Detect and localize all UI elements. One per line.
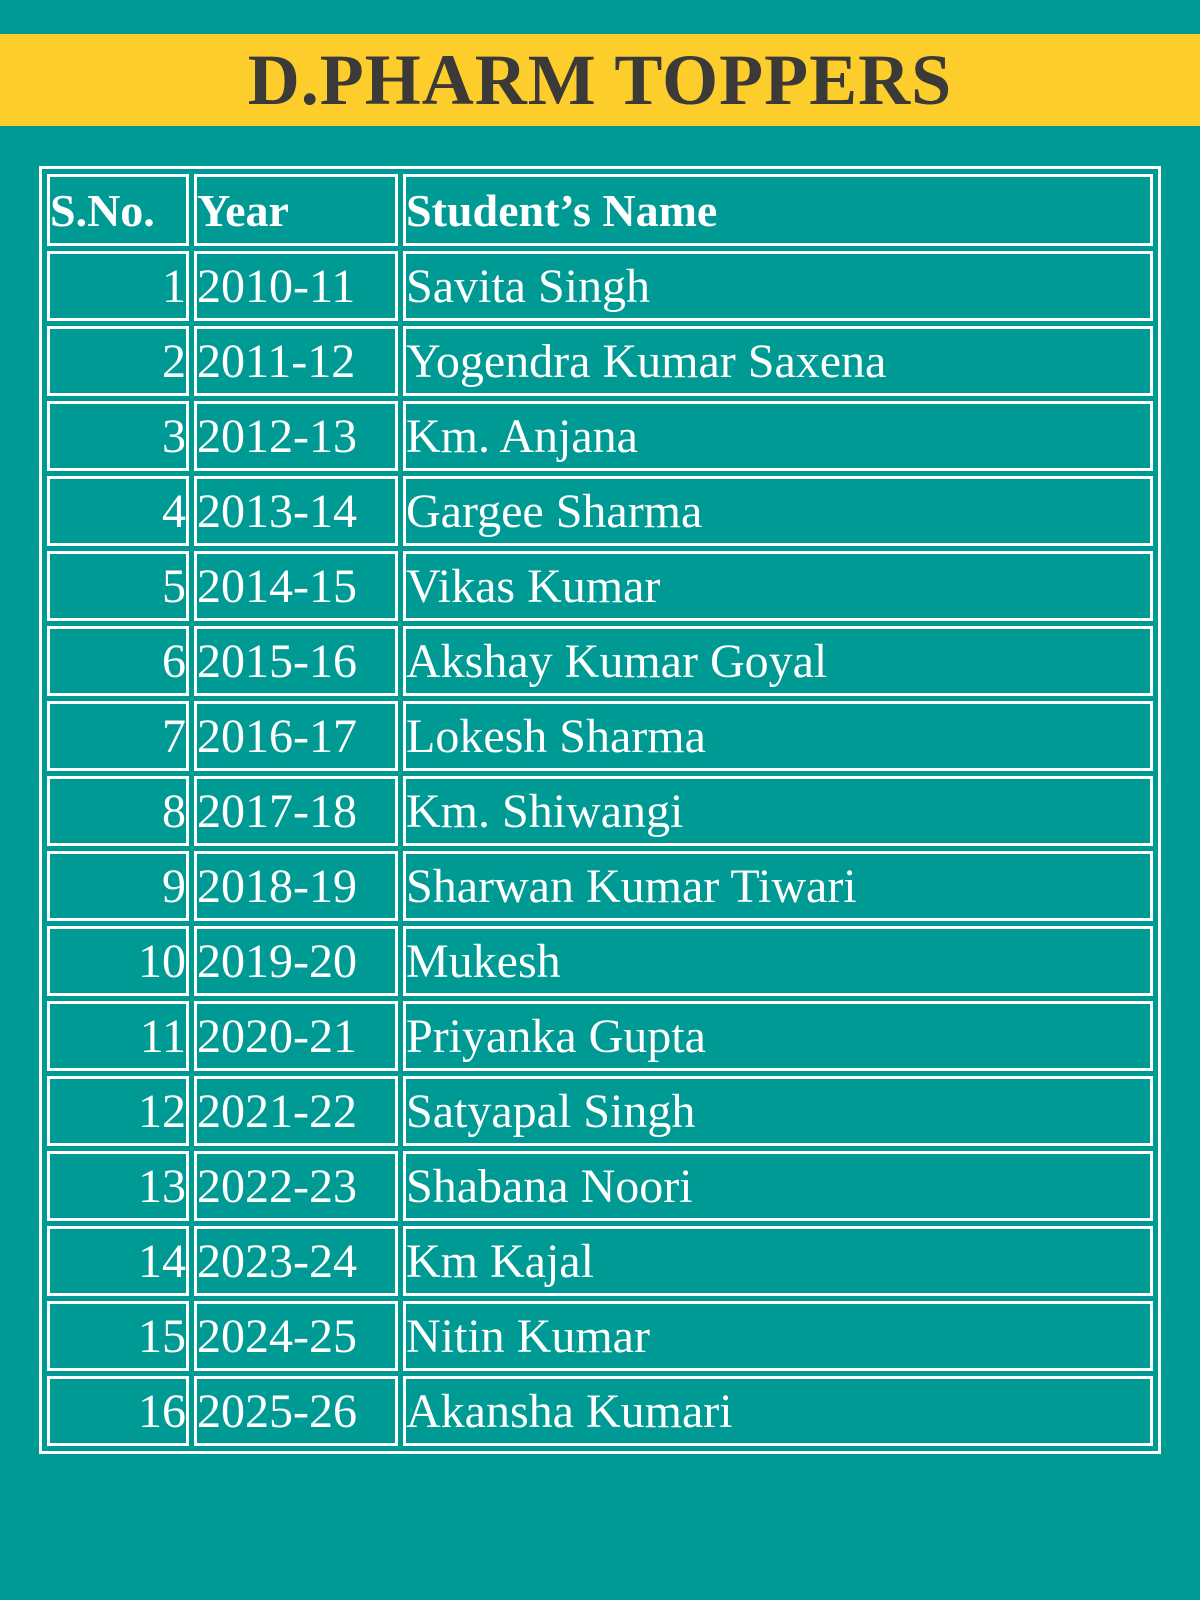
table-row xyxy=(47,1151,1153,1221)
row-student-name: Km. Anjana xyxy=(403,401,1153,471)
row-sno: 9 xyxy=(47,851,189,921)
row-student-name: Savita Singh xyxy=(403,251,1153,321)
row-student-name: Nitin Kumar xyxy=(403,1301,1153,1371)
table-row xyxy=(47,1076,1153,1146)
row-year: 2023-24 xyxy=(194,1226,398,1296)
table-row xyxy=(47,851,1153,921)
title-banner xyxy=(0,34,1200,126)
page-title: D.PHARM TOPPERS xyxy=(247,40,953,120)
row-student-name: Yogendra Kumar Saxena xyxy=(403,326,1153,396)
row-sno: 16 xyxy=(47,1376,189,1446)
header-sno: S.No. xyxy=(47,174,189,246)
row-sno: 8 xyxy=(47,776,189,846)
row-sno: 15 xyxy=(47,1301,189,1371)
table-row xyxy=(47,926,1153,996)
table-row xyxy=(47,1301,1153,1371)
table-row xyxy=(47,401,1153,471)
row-sno: 1 xyxy=(47,251,189,321)
table-row xyxy=(47,326,1153,396)
row-sno: 3 xyxy=(47,401,189,471)
row-sno: 14 xyxy=(47,1226,189,1296)
table-body xyxy=(47,251,1153,1446)
row-sno: 5 xyxy=(47,551,189,621)
row-student-name: Km. Shiwangi xyxy=(403,776,1153,846)
row-year: 2012-13 xyxy=(194,401,398,471)
row-student-name: Sharwan Kumar Tiwari xyxy=(403,851,1153,921)
row-sno: 6 xyxy=(47,626,189,696)
row-year: 2016-17 xyxy=(194,701,398,771)
row-year: 2015-16 xyxy=(194,626,398,696)
table-row xyxy=(47,626,1153,696)
table-row xyxy=(47,1001,1153,1071)
row-student-name: Shabana Noori xyxy=(403,1151,1153,1221)
row-year: 2014-15 xyxy=(194,551,398,621)
row-sno: 4 xyxy=(47,476,189,546)
row-student-name: Lokesh Sharma xyxy=(403,701,1153,771)
table-row xyxy=(47,251,1153,321)
row-year: 2020-21 xyxy=(194,1001,398,1071)
row-year: 2011-12 xyxy=(194,326,398,396)
table-row xyxy=(47,551,1153,621)
table-row xyxy=(47,1226,1153,1296)
row-year: 2018-19 xyxy=(194,851,398,921)
table-header-row xyxy=(47,174,1153,246)
row-student-name: Akshay Kumar Goyal xyxy=(403,626,1153,696)
row-year: 2019-20 xyxy=(194,926,398,996)
row-student-name: Mukesh xyxy=(403,926,1153,996)
row-sno: 2 xyxy=(47,326,189,396)
row-student-name: Km Kajal xyxy=(403,1226,1153,1296)
toppers-table xyxy=(39,166,1161,1454)
row-student-name: Akansha Kumari xyxy=(403,1376,1153,1446)
row-year: 2013-14 xyxy=(194,476,398,546)
header-student-name: Student’s Name xyxy=(403,174,1153,246)
table-row xyxy=(47,776,1153,846)
row-sno: 10 xyxy=(47,926,189,996)
row-sno: 13 xyxy=(47,1151,189,1221)
row-year: 2024-25 xyxy=(194,1301,398,1371)
row-year: 2025-26 xyxy=(194,1376,398,1446)
row-sno: 7 xyxy=(47,701,189,771)
row-student-name: Gargee Sharma xyxy=(403,476,1153,546)
table-row xyxy=(47,701,1153,771)
table-row xyxy=(47,476,1153,546)
row-student-name: Satyapal Singh xyxy=(403,1076,1153,1146)
row-student-name: Priyanka Gupta xyxy=(403,1001,1153,1071)
row-year: 2010-11 xyxy=(194,251,398,321)
table-row xyxy=(47,1376,1153,1446)
row-sno: 11 xyxy=(47,1001,189,1071)
row-student-name: Vikas Kumar xyxy=(403,551,1153,621)
row-year: 2022-23 xyxy=(194,1151,398,1221)
row-year: 2017-18 xyxy=(194,776,398,846)
row-year: 2021-22 xyxy=(194,1076,398,1146)
row-sno: 12 xyxy=(47,1076,189,1146)
header-year: Year xyxy=(194,174,398,246)
